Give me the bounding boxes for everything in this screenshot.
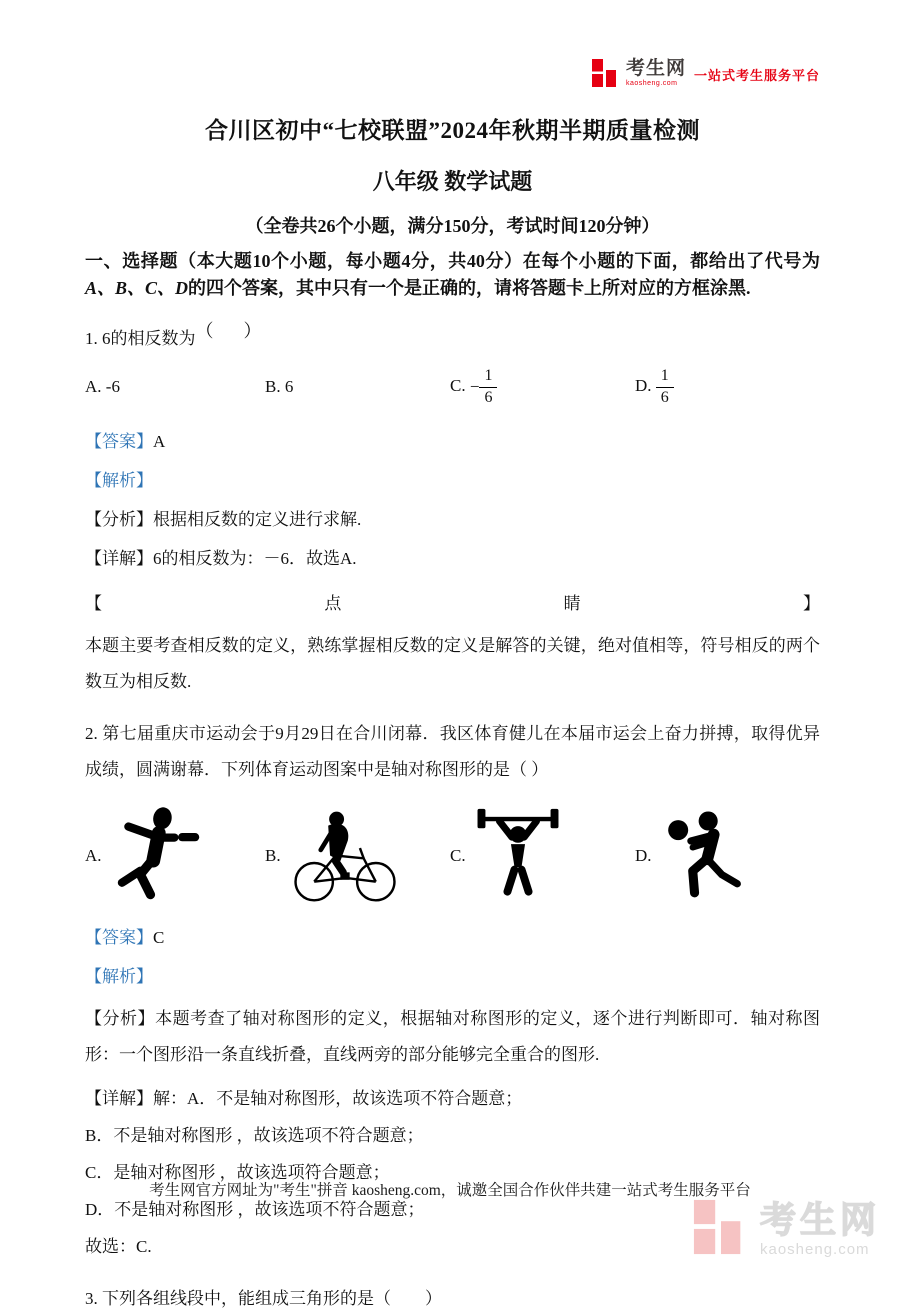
q2-option-c: C. <box>450 802 635 910</box>
section1-heading-p1: 一、选择题（本大题10个小题，每小题4分，共40分）在每个小题的下面，都给出了代号为 <box>85 251 820 271</box>
q1-dianjing-line: 【 点 睛 】 <box>85 594 820 614</box>
q2-detail-line: B．不是轴对称图形 ，故该选项不符合题意； <box>85 1125 424 1145</box>
xiangjie-label: 【详解】 <box>85 1088 153 1108</box>
q1-answer-line <box>85 431 820 453</box>
question2-options <box>85 797 820 915</box>
q1-option-a: A. -6 <box>85 377 120 396</box>
section1-heading-letters: A、B、C、D <box>85 278 189 298</box>
q2-answer-value: C <box>153 927 165 947</box>
kaosheng-watermark <box>692 1198 880 1261</box>
fenxi-label: 【分析】 <box>85 1008 156 1028</box>
kaosheng-logo-domain: kaosheng.com <box>625 80 678 87</box>
kaosheng-logo-main <box>591 58 686 88</box>
kaosheng-logo <box>591 58 820 88</box>
q1-jiexi-line <box>85 470 820 492</box>
jiexi-label: 【解析】 <box>85 966 153 986</box>
exam-meta: （全卷共26个小题，满分150分，考试时间120分钟） <box>245 216 660 236</box>
kaosheng-watermark-domain: kaosheng.com <box>759 1241 870 1258</box>
q1-fenxi-line <box>85 509 820 531</box>
question1-options <box>85 360 820 414</box>
q2-detail-line: 故选：C. <box>85 1237 152 1257</box>
fraction-one-sixth: $\frac{1}{6}$ <box>656 367 674 407</box>
q1-option-b: B. 6 <box>265 377 294 396</box>
fraction-one-sixth-negative: $\frac{1}{6}$ <box>479 367 497 407</box>
question3-stem: 3. 下列各组线段中，能组成三角形的是（ ） <box>85 1289 442 1309</box>
kaosheng-watermark-icon <box>692 1198 750 1261</box>
martial-arts-icon <box>110 804 202 908</box>
answer-label: 【答案】 <box>85 927 153 947</box>
question1-answer-paren: （ ） <box>195 321 262 341</box>
q2-detail-line: D．不是轴对称图形 ，故该选项不符合题意； <box>85 1200 425 1220</box>
question1-stem: 1. 6的相反数为（ ） <box>85 321 262 348</box>
question2-stem: 2. 第七届重庆市运动会于9月29日在合川闭幕．我区体育健儿在本届市运会上奋力拼搏，取得优异成绩，圆满谢幕．下列体育运动图案中是轴对称图形的是（ ） <box>85 724 820 780</box>
q2-fenxi-line <box>85 1001 820 1073</box>
weightlifting-icon <box>474 802 562 910</box>
q2-option-d: D. <box>635 807 820 905</box>
q1-xiangjie-line <box>85 548 820 570</box>
footer-text: 考生网官方网址为"考生"拼音 kaosheng.com，诚邀全国合作伙伴共建一站式考生服务平台 <box>149 1182 751 1199</box>
kaosheng-logo-icon <box>591 58 621 88</box>
section1-heading-p2: 的四个答案，其中只有一个是正确的，请将答题卡上所对应的方框涂黑. <box>188 278 751 298</box>
q1-option-d: D. $\frac{1}{6}$ <box>635 367 820 407</box>
q1-option-c: C. − $\frac{1}{6}$ <box>450 367 635 407</box>
kaosheng-watermark-name: 考生网 <box>759 1199 880 1240</box>
q2-fenxi-text: 本题考查了轴对称图形的定义，根据轴对称图形的定义，逐个进行判断即可．轴对称图形：一个图形沿一条直线折叠，直线两旁的部分能够完全重合的图形. <box>85 1008 821 1064</box>
q1-answer-value: A <box>153 432 166 451</box>
q1-fenxi-text: 根据相反数的定义进行求解. <box>153 510 362 530</box>
exam-subtitle: 八年级 数学试题 <box>372 169 533 194</box>
kaosheng-logo-name: 考生网 <box>625 58 686 79</box>
q2-answer-line <box>85 927 820 949</box>
q1-summary: 本题主要考查相反数的定义，熟练掌握相反数的定义是解答的关键，绝对值相等，符号相反的两个数互为相反数. <box>85 636 820 692</box>
fenxi-label: 【分析】 <box>85 510 153 530</box>
section1-heading <box>85 248 820 302</box>
q2-detail-line: 【详解】解：A．不是轴对称图形，故该选项不符合题意； <box>85 1088 523 1108</box>
q1-xiangjie-text: 6的相反数为：－6．故选A. <box>153 549 357 569</box>
xiangjie-label: 【详解】 <box>85 549 153 569</box>
answer-label: 【答案】 <box>85 432 153 451</box>
q2-option-a: A. <box>85 804 265 908</box>
exam-title: 合川区初中“七校联盟”2024年秋期半期质量检测 <box>205 118 700 143</box>
q2-option-b: B. <box>265 806 450 906</box>
q2-jiexi-line <box>85 966 820 988</box>
kaosheng-logo-tagline: 一站式考生服务平台 <box>693 68 820 83</box>
cycling-icon <box>289 806 401 906</box>
ball-sport-icon <box>660 807 760 905</box>
q2-detail-line: C．是轴对称图形 ，故该选项符合题意； <box>85 1162 390 1182</box>
jiexi-label: 【解析】 <box>85 471 153 491</box>
